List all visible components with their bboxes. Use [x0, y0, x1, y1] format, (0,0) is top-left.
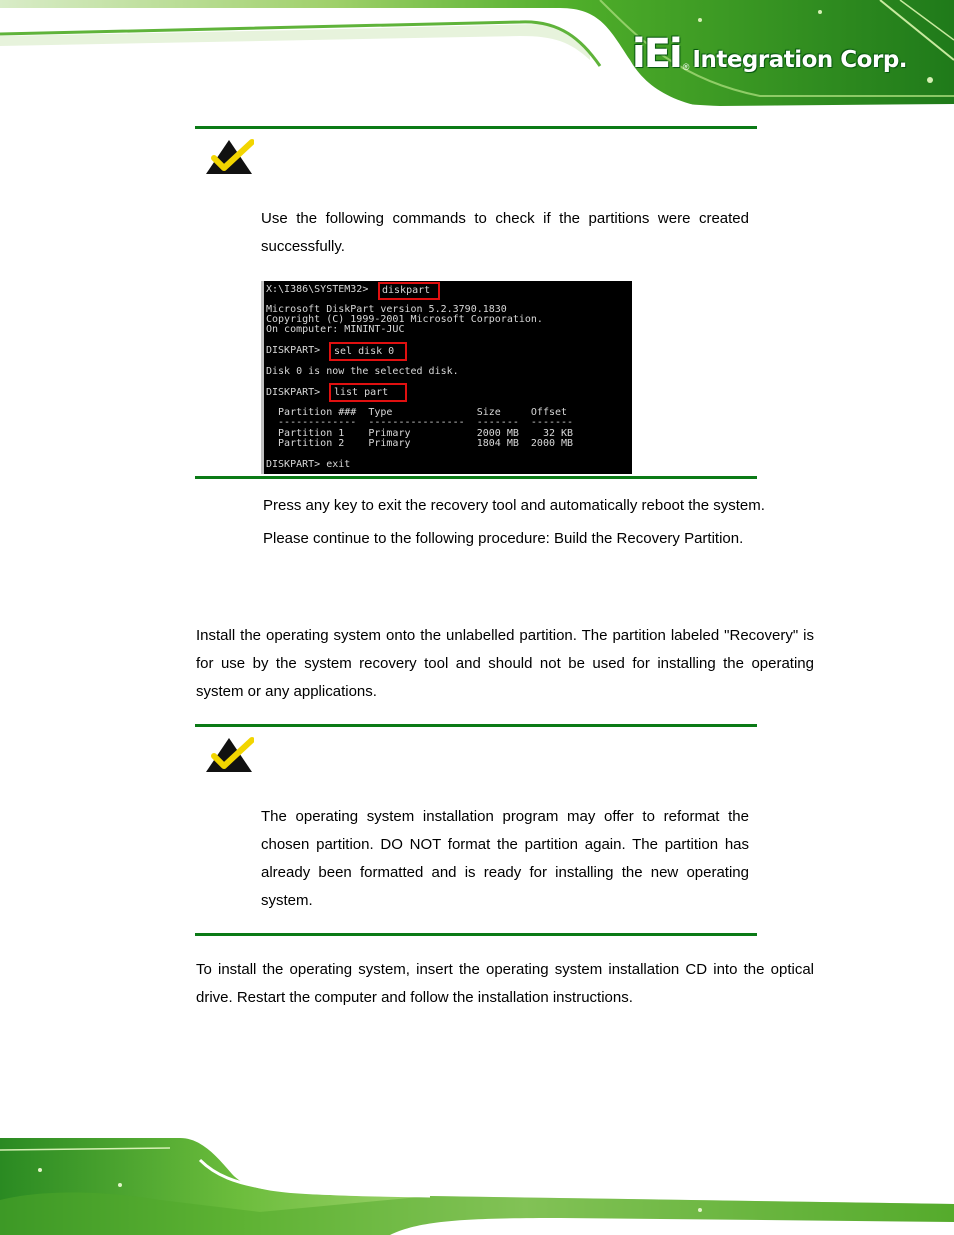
step-press-key: Press any key to exit the recovery tool and automatically reboot the system.	[263, 497, 765, 514]
console-line: ------------- ---------------- ------- -------	[266, 417, 574, 428]
logo-registered-mark: ®	[682, 62, 690, 72]
body-paragraph-install: Install the operating system onto the unlabelled partition. The partition labeled "Recovery" is for use by the system recovery tool and should not be used for installing the operating system or any applications.	[196, 627, 814, 700]
console-line: DISKPART> exit	[266, 459, 351, 470]
console-line: X:\I386\SYSTEM32>	[266, 284, 369, 295]
console-line: DISKPART>	[266, 345, 321, 356]
logo-mark: iEi	[632, 31, 681, 77]
console-line: Partition 1 Primary 2000 MB 32 KB	[266, 428, 574, 439]
console-line: Partition 2 Primary 1804 MB 2000 MB	[266, 438, 574, 449]
note-check-icon	[204, 136, 254, 176]
note-check-icon	[204, 734, 254, 774]
console-line: On computer: MININT-JUC	[266, 324, 405, 335]
highlight-diskpart-command	[378, 282, 440, 300]
console-line: Partition ### Type Size Offset	[266, 407, 568, 418]
step-continue: Please continue to the following procedure: Build the Recovery Partition.	[263, 530, 744, 547]
logo-text: Integration Corp.	[692, 47, 908, 73]
footer-banner	[0, 1130, 954, 1235]
note-bottom-rule	[195, 476, 757, 479]
page-footer	[0, 1130, 954, 1235]
highlight-sel-disk-command	[329, 342, 407, 361]
console-line: Copyright (C) 1999-2001 Microsoft Corporation.	[266, 314, 543, 325]
console-command: sel disk 0	[334, 346, 395, 357]
console-line: DISKPART>	[266, 387, 321, 398]
body-paragraph-insert-cd: To install the operating system, insert the operating system installation CD into the optical drive. Restart the computer and follow the installation instructions.	[196, 961, 814, 1006]
company-logo	[632, 28, 908, 77]
console-command: diskpart	[382, 285, 431, 296]
console-command: list part	[334, 387, 389, 398]
highlight-list-part-command	[329, 383, 407, 402]
note-bottom-rule	[195, 933, 757, 936]
page-header	[0, 0, 954, 112]
note-top-rule	[195, 724, 757, 727]
console-line: Microsoft DiskPart version 5.2.3790.1830	[266, 304, 507, 315]
diskpart-console-screenshot	[261, 281, 632, 474]
console-line: Disk 0 is now the selected disk.	[266, 366, 459, 377]
note-text: The operating system installation program may offer to reformat the chosen partition. DO NOT format the partition again. The partition has already been formatted and is ready for installing the new operating system.	[261, 808, 749, 909]
note-top-rule	[195, 126, 757, 129]
note-text: Use the following commands to check if the partitions were created successfully.	[261, 210, 749, 255]
